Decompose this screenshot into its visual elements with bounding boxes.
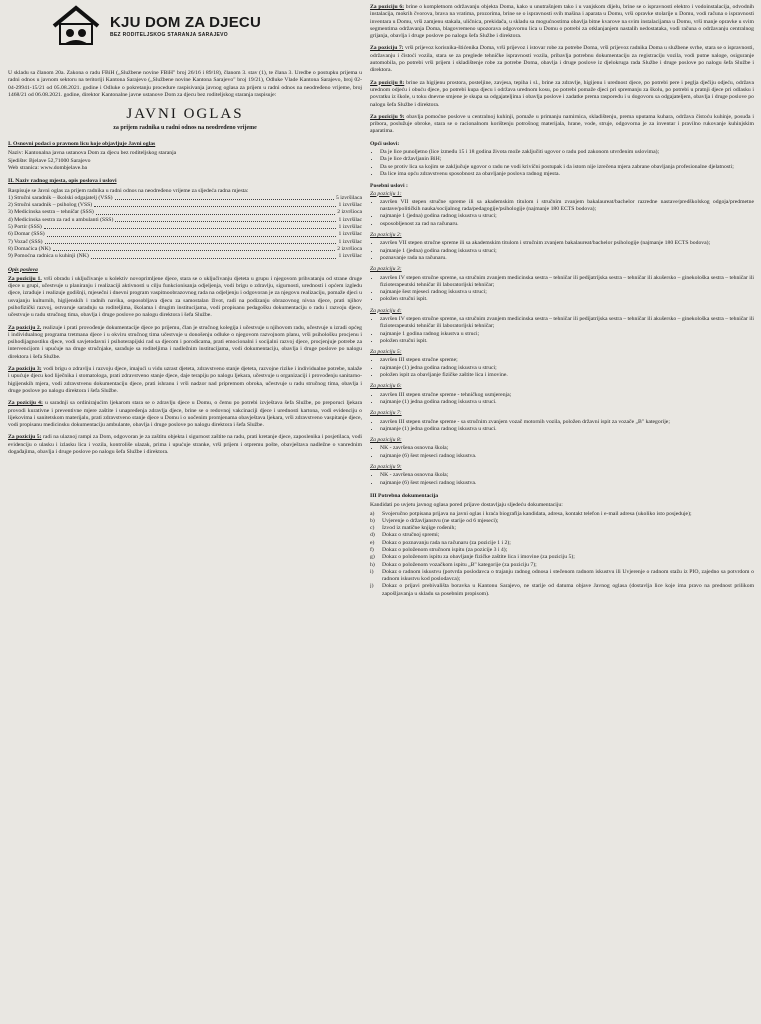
requirement-group: [370, 308, 754, 345]
positions-list: [8, 195, 362, 261]
job-description: [370, 114, 754, 136]
position-name: 7) Vozač (SSS): [8, 238, 43, 245]
requirement-item: • NK - završena osnovna škola;: [380, 472, 754, 479]
job-description: [8, 276, 362, 320]
document-letter: g): [370, 554, 375, 561]
right-column: [370, 4, 754, 1020]
requirement-group-label: Za poziciju 3:: [370, 266, 402, 273]
requirement-item: • položen stručni ispit.: [380, 296, 754, 303]
requirement-group-label: Za poziciju 2:: [370, 232, 402, 239]
dot-leader: [96, 209, 335, 214]
document-letter: a): [370, 510, 375, 517]
general-requirements: [370, 141, 754, 178]
document-text: Dokaz o poznavanju rada na računaru (za pozicije 1 i 2);: [382, 539, 511, 546]
job-description-label: Za poziciju 2.: [8, 324, 42, 331]
requirement-item: • najmanje (1) jedna godina radnog iskustva u struci.: [380, 399, 754, 406]
requirement-item: • završen VII stepen stručne spreme ili sa akademskim titulom i stručnim zvanjem bakalaureat/bachelor razredne nastave/predškolskog odgoja/predmetne nastave/političkih nauka/socijalnog rada/pedagogije/psihologije (najmanje 180 ECTS bodova);: [380, 199, 754, 214]
position-name: 6) Domar (SSS): [8, 231, 45, 238]
requirement-item: • završen III stepen stručne spreme - sa stručnim zvanjem vozač motornih vozila, položen državni ispit za vozače „B" kategorije;: [380, 419, 754, 426]
job-description-text: radi na ulaznoj rampi za Dom, odgovoran je za zaštitu objekta i sigurnost zaštite na radu, prati kretanje djece, zaposlenika i posjetilaca, vodi evidenciju o ulasku i izlasku lica i vozila, kontroliše ulazak, prima i upućuje stranke, vrši prijem i otpremu pošte, obavještava nadležne o vanrednim događajima, obavlja i druge poslove po nalogu šefa Službe i direktora.: [8, 434, 362, 456]
logo: [48, 4, 362, 48]
requirement-item: • NK - završena osnovna škola;: [380, 445, 754, 452]
special-requirements-list: [370, 191, 754, 487]
document-letter: d): [370, 532, 375, 539]
document-letter: b): [370, 517, 375, 524]
requirement-item: • najmanje (1) jedna godina radnog iskustva u struci.: [380, 426, 754, 433]
requirement-item: • završen III stepen stručne spreme;: [380, 357, 754, 364]
dot-leader: [44, 224, 337, 229]
job-description-label: Za poziciju 3:: [8, 366, 42, 373]
document-item: [370, 554, 754, 561]
general-requirements-list: [380, 149, 754, 178]
position-name: 2) Stručni saradnik – psiholog (VSS): [8, 202, 93, 209]
section-1-title: I. Osnovni podaci o pravnom licu koje objavljuje Javni oglas: [8, 141, 156, 148]
document-letter: e): [370, 539, 375, 546]
dot-leader: [94, 202, 336, 207]
position-count: 2 izvršioca: [337, 209, 362, 216]
requirement-group: [370, 191, 754, 228]
job-description-label: Za poziciju 6:: [370, 4, 405, 10]
requirement-item: • Da je lice punoljetno (lice između 15 i 18 godina života može zaključiti ugovor o radu pod zakonom utvrđenim uslovima);: [380, 149, 754, 156]
position-count: 2 izvršioca: [337, 245, 362, 252]
position-name: 9) Pomoćna radnica u kuhinji (NK): [8, 253, 89, 260]
position-row: [8, 253, 362, 260]
document-letter: f): [370, 547, 374, 553]
requirement-group-list: [380, 240, 754, 262]
requirement-item: • završen IV stepen stručne spreme, sa stručnim zvanjem medicinska sestra – tehničar ili pedijatrijska sestra – tehničar ili akušersko – ginekološka sestra – tehničar ili fizioterapeutski tehničar ili laboratorijski tehničar;: [380, 316, 754, 331]
general-requirements-title: Opći uslovi:: [370, 140, 400, 147]
requirement-group-list: [380, 419, 754, 434]
document-item: [370, 518, 754, 525]
requirement-item: • najmanje (6) šest mjeseci radnog iskustva.: [380, 453, 754, 460]
position-count: 1 izvršilac: [338, 238, 362, 245]
position-name: 8) Domaćica (NK): [8, 245, 51, 252]
requirement-item: • najmanje 1 godina radnog iskustva u struci;: [380, 331, 754, 338]
job-description-text: realizuje i prati provođenje dokumentacije djece po prijemu, član je stručnog kolegija i učestvuje u njihovom radu, učestvuje u izradi općeg i individualnog programa tretmana djece i u okviru stručnog tima učestvuje u donošenju odluke o njegovom razvojnom planu, vrši psihološku procjenu i psihodijagnostiku djece, vodi savjetodavni i psihoterapijski rad sa djecom i porodicama, prati emocionalni i socijalni razvoj djece, procjenjuje potrebe za intervencijom i upućuje na druge stručnjake, sarađuje sa roditeljima i nadležnim institucijama, vodi dokumentaciju, obavlja i druge poslove po nalogu direktora i šefa Službe.: [8, 324, 362, 360]
institution-website: Web stranica: www.dombjelave.ba: [8, 164, 88, 171]
requirement-item: • najmanje (1) jedna godina radnog iskustva u struci;: [380, 365, 754, 372]
job-description-text: brine za higijenu prostora, posteljine, zavjesa, tepiha i sl., brine za zdravlje, higijenu i urednost djece, po potrebi pere i peglja dječiju odjeću, održava urednom odjeću i obuću djece, po potrebi kupa djecu i održava urednom kosu, po potrebi pomaže djeci pri spremanju za školu, po potrebi u pratnji djece pri odlasku i povratku iz škole, u toku dnevne smjene je skupa sa odgajateljima i obavlja poslove i zadatke prema rasporedu i u dogovoru sa odgajateljem, obavlja i druge poslove po nalogu šefa Službe i direktora.: [370, 79, 754, 108]
requirement-group-label: Za poziciju 4:: [370, 307, 402, 314]
requirement-group-list: [380, 445, 754, 460]
job-description-text: vrši obradu i uključivanje u kolektiv novoprimljene djece, stara se o uključivanju djeteta u grupu i njegovom prihvatanju od strane druge djece u grupi, učestvuje u planiranju i realizaciji aktivnosti u cilju funkcionisanja odjeljenja, vodi brigu o zdravlju, sigurnosti, urednosti i općem izgledu djece, izrađuje i realizuje godišnji, mjesečni i dnevni program vaspitnoobrazovnog rada na odjeljenju i odgovoran je za njegovu realizaciju, pomaže djeci u usvajanju kulturnih, higijenskih i radnih navika, osposobljava djecu za samostalan život, radi na podizanju obrazovnog nivoa djece, prati njihov psihofizički razvoj, ostvaruje saradnju sa roditeljima, školama i drugim institucijama, vodi propisanu pedagošku dokumentaciju o radu i razvoju djece, učestvuje u radu stručnog tima, obavlja i druge poslove po nalogu direktora i šefa Službe.: [8, 275, 362, 319]
requirement-group-label: Za poziciju 5:: [370, 349, 402, 356]
requirement-group-list: [380, 392, 754, 407]
dot-leader: [47, 231, 337, 236]
job-description-text: brine o kompletnom održavanju objekta Doma, kako u unutrašnjem tako i u vanjskom dijelu, brine se o ispravnosti elektro i vodoinstalacija, odvodnih instalacija, mokrih čvorova, brava na vratima, prozorima, brine se o ispravnosti svih mašina i aparata u Domu, vrši opravke stolarije u Domu, vodi računa o ispravnosti inventara u Domu, vrši zamjenu stakala, uličnica, prekidača, u skladu sa mogućnostima obavlja bitne kvarove na svim instalacijama u Domu, vrši manje opravke u svim segmentima održavanja Doma, blagovremeno upozorava odgovornu lica u Domu o potrebi za otklanjanjem nastalih nedostataka, vodi računa o održavanju centralnog grijanja, obavlja i druge poslove po nalogu šefa Službe i direktora.: [370, 4, 754, 40]
job-description-label: Za poziciju 9:: [370, 113, 405, 120]
dot-leader: [53, 246, 336, 251]
positions-lead: Raspisuje se Javni oglas za prijem radnika u radni odnos na neodređeno vrijeme za sljedeća radna mjesta:: [8, 187, 249, 194]
job-description: [8, 325, 362, 361]
job-description-text: obavlja pomoćne poslove u centralnoj kuhinji, pomaže u primanju namirnica, skladištenju, prema uputama kuhara, održava čistoću kuhinje, posuđa i pribora, poslužuje obroke, stara se o racionalnom korištenju potrošnog materijala, hrane, vode, struje, odgovorna je za inventar i pravilno rukovanje kuhinjskim aparatima.: [370, 113, 754, 135]
requirement-group-label: Za poziciju 6:: [370, 383, 402, 390]
job-description: [370, 4, 754, 40]
document-text: Dokaz o stručnoj spremi;: [382, 532, 440, 539]
document-text: Svojeručno potpisana prijava na javni oglas i kraća biografija kandidata, adresa, kontakt telefon i e-mail adresa (ukoliko isto posjeduje);: [382, 510, 692, 517]
dot-leader: [115, 217, 336, 222]
job-description: [370, 80, 754, 109]
job-description-label: Za poziciju 5:: [8, 434, 42, 441]
position-count: 1 izvršilac: [338, 253, 362, 260]
document-letter: j): [370, 583, 374, 590]
job-descriptions-right: [370, 4, 754, 136]
requirement-item: • položen ispit za obavljanje fizičke zaštite lica i imovine.: [380, 372, 754, 379]
position-count: 1 izvršilac: [338, 231, 362, 238]
requirement-group-label: Za poziciju 9:: [370, 464, 402, 471]
document-text: Dokaz o prijavi prebivališta boravka u Kantonu Sarajevo, ne starije od datuma objave Javnog oglasa (dostavlja lice koje ima pravo na prednost prilikom zapošljavanja u skladu sa posebnim propisom).: [382, 583, 754, 597]
requirement-group-label: Za poziciju 7:: [370, 410, 402, 417]
requirement-group: [370, 464, 754, 487]
document-item: [370, 532, 754, 539]
position-count: 1 izvršilac: [338, 202, 362, 209]
special-requirements: [370, 183, 754, 487]
document-text: Izvod iz matične knjige rođenih;: [382, 525, 456, 532]
requirement-group-list: [380, 472, 754, 487]
position-name: 4) Medicinska sestra za rad u ambulanti (SSS): [8, 216, 114, 223]
requirement-group: [370, 349, 754, 379]
position-count: 1 izvršilac: [338, 216, 362, 223]
dot-leader: [45, 239, 337, 244]
section-2-title: II. Naziv radnog mjesta, opis poslova i uslovi: [8, 178, 117, 185]
logo-title: KJU DOM ZA DJECU: [110, 14, 261, 32]
dot-leader: [115, 195, 334, 200]
job-description-text: vrši prijevoz korisnika-štićenika Doma, vrši prijevoz i istovar robe za potrebe Doma, vrši prijevoz radnika Doma u službene svrhe, stara se o ispravnosti, održavanju i čistoći vozila, stara se za preglede tehničke ispravnosti vozila, pribavlja potrebnu dokumentaciju za registraciju vozila, vodi putne naloge, osiguranje automobila, po potrebi vrši prijem i skladištenje robe za potrebe Doma, obavlja i druge poslove iz djelokruga rada Službe i druge poslove po nalogu šefa Službe i direktora.: [370, 45, 754, 74]
position-count: 5 izvršilaca: [335, 194, 362, 201]
requirement-item: • Da se protiv lica sa kojim se zaključuje ugovor o radu ne vodi krivični postupak i da istom nije izrečena mjera zabrane obavljanja profesionalne djelatnosti;: [380, 164, 754, 171]
page-title: JAVNI OGLAS: [126, 106, 244, 123]
job-description-text: u saradnji sa ordinirajućim ljekarom stara se o zdravlju djece u Domu, o čemu po potrebi izvještava šefa Službe, po preporuci ljekara provodi kurativne i preventivne mjere zaštite i unapređenja zdravlja djece, brine se o redovnoj vakcinaciji djece i urednosti kartona, vodi evidenciju o lijekovima i sanitetskom materijalu, prati zdravstveno stanje djece u Domu i o uočenim promjenama obavještava ljekara, vrši zdravstveno vaspitanje djece, vodi propisanu medicinsku dokumentaciju ambulante, obavlja i druge poslove po nalogu direktora i šefa Službe.: [8, 400, 362, 429]
dot-leader: [91, 253, 337, 258]
requirement-group-list: [380, 316, 754, 345]
position-row: [8, 224, 362, 231]
position-row: [8, 239, 362, 246]
document-text: Dokaz o položenom stručnom ispitu (za pozicije 3 i 4);: [382, 547, 508, 553]
requirement-group: [370, 410, 754, 433]
documents-list: [370, 511, 754, 599]
section-3-title: III Potrebna dokumentacija: [370, 492, 439, 499]
job-description-label: Za poziciju 7:: [370, 45, 404, 52]
job-descriptions-left: [8, 276, 362, 457]
position-row: [8, 231, 362, 238]
document-text: Dokaz o položenom ispitu za obavljanje fizičke zaštite lica i imovine (za poziciju 5);: [382, 554, 575, 561]
document-text: Dokaz o položenom vozačkom ispitu „B" kategorije (za poziciju 7);: [382, 561, 537, 568]
document-item: [370, 540, 754, 547]
requirement-item: • najmanje 1 (jedna) godina radnog iskustva u struci;: [380, 213, 754, 220]
requirement-group-list: [380, 357, 754, 379]
requirement-item: • najmanje (6) šest mjeseci radnog iskustva.: [380, 480, 754, 487]
requirement-group: [370, 437, 754, 460]
job-description-text: vodi brigu o zdravlju i razvoju djece, imajući u vidu uzrast djeteta, zdravstveno stanje djeteta, razvojne rizike i individualne potrebe, nalaže i upućuje djecu kod liječnika i stomatologa, prati zdravstveno stanje djece, daje terapiju po nalogu ljekara, učestvuje u organizaciji i provođenju sanitarno-higijenskih mjera, vodi zdravstvenu dokumentaciju djece, prati ishranu i vrši nadzor nad pripremom obroka, učestvuje u radu stručnog tima, obavlja i druge poslove po nalogu direktora i šefa Službe.: [8, 366, 362, 394]
position-name: 3) Medicinska sestra – tehničar (SSS): [8, 209, 94, 216]
requirement-group-list: [380, 275, 754, 304]
document-item: [370, 562, 754, 569]
job-description-label: Za poziciju 8:: [370, 79, 405, 86]
requirement-item: • najmanje šest mjeseci radnog iskustva u struci;: [380, 289, 754, 296]
job-description-label: Za poziciju 1.: [8, 275, 42, 282]
left-column: [8, 4, 362, 1020]
job-description-title: Opis poslova: [8, 266, 38, 273]
requirement-item: • najmanje 1 (jedna) godina radnog iskustva u struci;: [380, 248, 754, 255]
job-description-label: Za poziciju 4:: [8, 400, 43, 407]
requirement-item: • završen IV stepen stručne spreme, sa stručnim zvanjem medicinska sestra – tehničar ili pedijatrijska sestra – tehničar ili akušersko – ginekološka sestra – tehničar ili fizioterapeutski tehničar ili laboratorijski tehničar;: [380, 275, 754, 290]
documents-lead: Kandidati po uvjetu javnog oglasa pored prijave dostavljaju sljedeću dokumentaciju:: [370, 502, 563, 509]
position-name: 5) Portir (SSS): [8, 224, 42, 231]
document-letter: i): [370, 568, 374, 575]
requirement-group: [370, 266, 754, 303]
requirement-item: • osposobljenost za rad na računaru.: [380, 221, 754, 228]
document-text: Uvjerenje o državljanstvu (ne starije od 6 mjeseci);: [382, 517, 499, 524]
requirement-group-label: Za poziciju 1:: [370, 190, 402, 197]
document-letter: h): [370, 561, 375, 568]
document-text: Dokaz o radnom iskustvu (potvrda poslodavca o trajanju radnog odnosa i stečenom radnom iskustvu ili Uvjerenje o radnom stažu iz PIO, zajedno sa potvrdom o radnom iskustvu kod poslodavca);: [382, 568, 754, 583]
document-item: [370, 525, 754, 532]
position-name: 1) Stručni saradnik – školski odgajatelj (VSS): [8, 194, 113, 201]
institution-address: Sjedište: Bjelave 52,71000 Sarajevo: [8, 157, 91, 164]
requirement-item: • Da je lice državljanin BiH;: [380, 156, 754, 163]
requirement-item: • poznavanje rada na računaru.: [380, 255, 754, 262]
job-description: [370, 45, 754, 74]
logo-subtitle: BEZ RODITELJSKOG STARANJA SARAJEVO: [110, 32, 228, 39]
document-item: [370, 569, 754, 584]
requirement-group: [370, 232, 754, 262]
position-row: [8, 209, 362, 216]
requirement-group-list: [380, 199, 754, 228]
job-description: [8, 366, 362, 395]
document-item: [370, 583, 754, 598]
institution-name: Naziv: Kantonalna javna ustanova Dom za djecu bez roditeljskog staranja: [8, 150, 177, 157]
document-letter: c): [370, 525, 375, 532]
intro-paragraph: U skladu sa članom 20a. Zakona o radu FBiH („Službene novine FBiH" broj 26/16 i 89/18), članom 3. stav (1), te člana 3. Uredbe o postupku prijema u radni odnos u javnom sektoru na teritoriji Kantona Sarajevo („Službene novine Kantona Sarajevo" broj 19/21), Odluke Vlade Kantona Sarajevo, broj 02-04-29941-15/21 od 05.08.2021. godine i Odluke o pokretanju procedure raspisivanja javnog oglasa za prijem u radni odnos na neodređeno vrijeme, broj 1468/21 od 06.08.2021. godine, direktor Kantonalne javne ustanove Dom za djecu bez roditeljskog staranja raspisuje:: [8, 70, 362, 98]
requirement-item: • Da lice ima opću zdravstvenu sposobnost za obavljanje poslova radnog mjesta.: [380, 171, 754, 178]
requirement-item: • završen VII stepen stručne spreme ili sa akademskim titulom i stručnim zvanjem bakalaureat/bachelor psihologije (najmanje 180 ECTS bodova);: [380, 240, 754, 247]
job-description: [8, 400, 362, 429]
job-description: [8, 434, 362, 456]
position-count: 1 izvršilac: [338, 224, 362, 231]
position-row: [8, 217, 362, 224]
page-subtitle: za prijem radnika u radni odnos na neodređeno vrijeme: [113, 125, 257, 132]
requirement-group-label: Za poziciju 8:: [370, 437, 402, 444]
document-item: [370, 511, 754, 518]
requirement-item: • položen stručni ispit.: [380, 338, 754, 345]
house-hands-logo-icon: [48, 4, 104, 48]
requirement-item: • završen III stepen stručne spreme - tehničkog usmjerenja;: [380, 392, 754, 399]
requirement-group: [370, 383, 754, 406]
special-requirements-title: Posebni uslovi :: [370, 183, 408, 190]
